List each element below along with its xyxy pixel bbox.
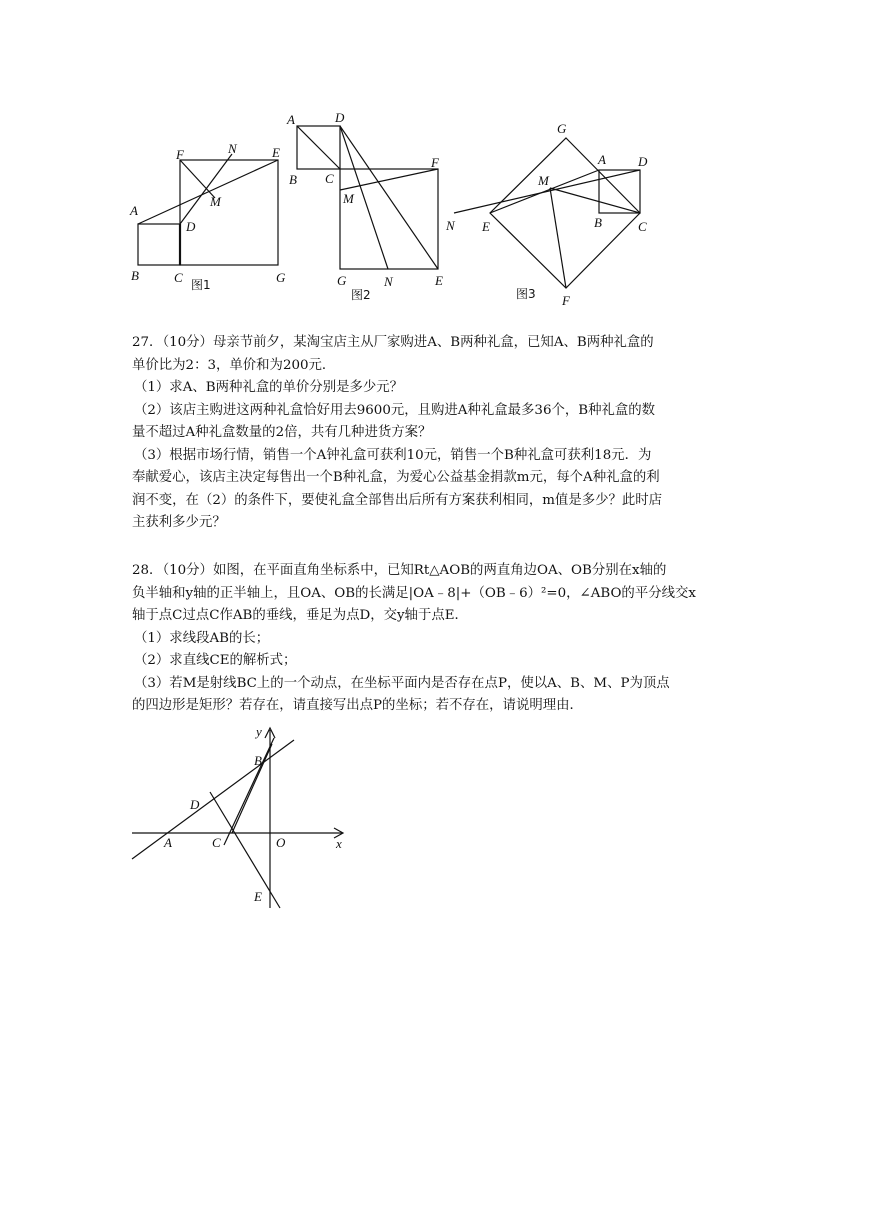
question-27-line: 奉献爱心，该店主决定每售出一个B种礼盒，为爱心公益基金捐款m元，每个A种礼盒的利 xyxy=(132,470,660,485)
point-label-B: B xyxy=(254,753,262,768)
question-27-line: 单价比为2：3，单价和为200元． xyxy=(132,357,336,373)
point-label-G: G xyxy=(276,270,286,285)
question-28-part-2: （2）求直线CE的解析式； xyxy=(134,653,297,668)
point-label-E: E xyxy=(254,889,262,904)
point-label-A: A xyxy=(598,152,606,167)
point-label-F: F xyxy=(562,293,570,308)
point-label-B: B xyxy=(594,215,602,230)
point-label-M: M xyxy=(343,191,354,206)
question-27 xyxy=(132,332,744,535)
question-27-line: 量不超过A种礼盒数量的2倍，共有几种进货方案？ xyxy=(132,425,432,440)
point-label-C: C xyxy=(638,219,647,234)
point-label-M: M xyxy=(538,173,549,188)
point-label-C: C xyxy=(174,270,183,285)
question-27-line: 27．（10分）母亲节前夕，某淘宝店主从厂家购进A、B两种礼盒，已知A、B两种礼盒的 xyxy=(132,335,654,350)
point-label-F: F xyxy=(431,155,439,170)
figure-caption: 图3 xyxy=(516,287,536,301)
question-28-line: 轴于点C过点C作AB的垂线，垂足为点D，交y轴于点E． xyxy=(132,608,468,623)
question-28-part-3: （3）若M是射线BC上的一个动点，在坐标平面内是否存在点P，使以A、B、M、P为顶点 xyxy=(134,675,670,691)
point-label-G: G xyxy=(337,273,347,288)
point-label-E: E xyxy=(272,145,280,160)
point-label-A: A xyxy=(130,203,138,218)
point-label-D: D xyxy=(190,797,200,812)
point-label-F: F xyxy=(176,147,184,162)
figure-1 xyxy=(128,138,298,298)
question-28-part-1: （1）求线段AB的长； xyxy=(134,630,270,646)
question-28 xyxy=(132,560,744,718)
question-28-line: 的四边形是矩形？若存在，请直接写出点P的坐标；若不存在，请说明理由． xyxy=(132,698,583,713)
point-label-N: N xyxy=(446,218,455,233)
point-label-D: D xyxy=(186,219,196,234)
question-28-line: 28．（10分）如图，在平面直角坐标系中，已知Rt△AOB的两直角边OA、OB分别在x轴的 xyxy=(132,563,667,578)
question-27-part-3: （3）根据市场行情，销售一个A钟礼盒可获利10元，销售一个B种礼盒可获利18元．为 xyxy=(134,447,652,463)
axis-label-y: y xyxy=(256,724,262,739)
coordinate-figure xyxy=(128,722,356,914)
point-label-D: D xyxy=(335,110,345,125)
point-label-D: D xyxy=(638,154,648,169)
figure-3 xyxy=(444,118,660,310)
question-27-part-2: （2）该店主购进这两种礼盒恰好用去9600元，且购进A种礼盒最多36个，B种礼盒的数 xyxy=(134,402,656,418)
point-label-A: A xyxy=(164,835,172,850)
point-label-A: A xyxy=(287,112,295,127)
point-label-C: C xyxy=(212,835,221,850)
figure-2 xyxy=(283,108,453,304)
point-label-E: E xyxy=(482,219,490,234)
point-label-N: N xyxy=(384,274,393,289)
question-27-line: 主获利多少元？ xyxy=(132,515,226,530)
figure-caption: 图2 xyxy=(351,288,371,302)
point-label-O: O xyxy=(276,835,286,850)
figure-caption: 图1 xyxy=(191,278,211,292)
point-label-B: B xyxy=(289,172,297,187)
point-label-E: E xyxy=(435,273,443,288)
point-label-C: C xyxy=(325,171,334,186)
question-27-line: 润不变，在（2）的条件下，要使礼盒全部售出后所有方案获利相同，m值是多少？此时店 xyxy=(132,492,663,508)
point-label-N: N xyxy=(228,141,237,156)
point-label-M: M xyxy=(210,194,221,209)
point-label-G: G xyxy=(557,121,567,136)
point-label-B: B xyxy=(131,268,139,283)
question-28-line: 负半轴和y轴的正半轴上，且OA、OB的长满足|OA﹣8|+（OB﹣6）²=0，∠ABO的平分线交x xyxy=(132,585,696,601)
axis-label-x: x xyxy=(336,836,342,851)
question-27-part-1: （1）求A、B两种礼盒的单价分别是多少元？ xyxy=(134,380,404,395)
